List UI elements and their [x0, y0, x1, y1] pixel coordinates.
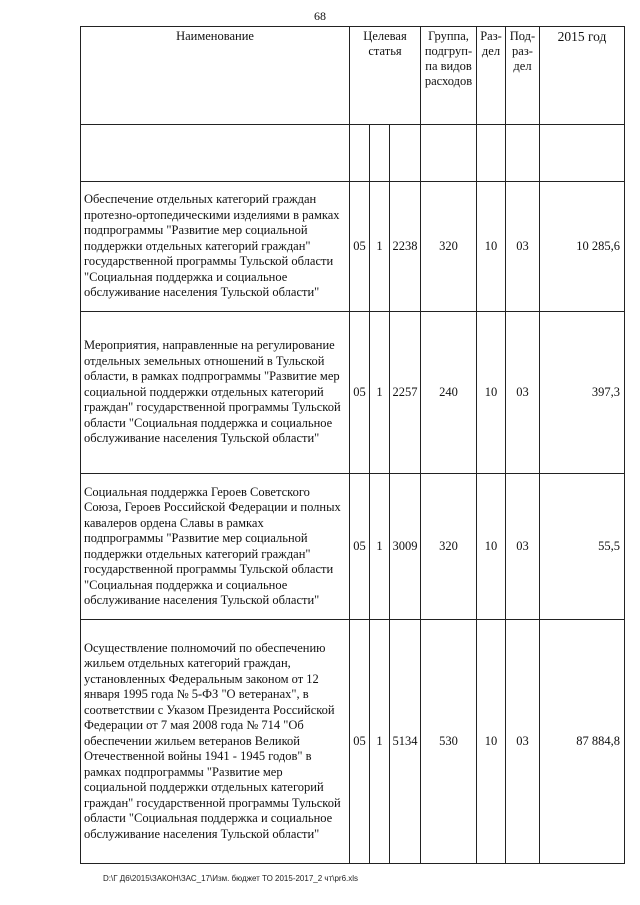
header-section: Раз-дел: [477, 27, 506, 125]
row-article-subprogram: 1: [370, 312, 390, 474]
page-number: 68: [314, 9, 326, 23]
row-amount: 10 285,6: [540, 182, 625, 312]
row-article-subprogram: 1: [370, 474, 390, 620]
header-row: [81, 27, 625, 125]
row-subsection: 03: [506, 312, 540, 474]
row-article-code: 5134: [390, 620, 421, 864]
row-name: Осуществление полномочий по обеспечению жильем отдельных категорий граждан, установленных Федеральным законом от 12 января 1995 года № 5-ФЗ "О ветеранах", в соответствии с Указом Президента Российской Федерации от 7 мая 2008 года № 714 "Об обеспечении жильем ветеранов Великой Отечественной войны 1941 - 1945 годов" в рамках подпрограммы "Развитие мер социальной поддержки отдельных категорий граждан" государственной программы Тульской области "Социальная поддержка и социальное обслуживание населения Тульской области": [81, 620, 350, 864]
row-expense-group: 530: [421, 620, 477, 864]
row-expense-group: 320: [421, 182, 477, 312]
row-section: 10: [477, 620, 506, 864]
row-name: Обеспечение отдельных категорий граждан протезно-ортопедическими изделиями в рамках подпрограммы "Развитие мер социальной поддержки отдельных категорий граждан" государственной программы Тульской области "Социальная поддержка и социальное обслуживание населения Тульской области": [81, 182, 350, 312]
table-row: [81, 312, 625, 474]
row-expense-group: 240: [421, 312, 477, 474]
row-amount: 87 884,8: [540, 620, 625, 864]
row-amount: 397,3: [540, 312, 625, 474]
row-subsection: 03: [506, 474, 540, 620]
row-article-code: 2238: [390, 182, 421, 312]
row-article-program: 05: [350, 474, 370, 620]
header-target-article: Целевая статья: [350, 27, 421, 125]
row-article-subprogram: 1: [370, 620, 390, 864]
row-article-code: 2257: [390, 312, 421, 474]
spacer-row: [81, 125, 625, 182]
table-row: [81, 620, 625, 864]
table-row: [81, 474, 625, 620]
table-row: [81, 182, 625, 312]
row-expense-group: 320: [421, 474, 477, 620]
row-amount: 55,5: [540, 474, 625, 620]
row-section: 10: [477, 312, 506, 474]
row-article-subprogram: 1: [370, 182, 390, 312]
row-section: 10: [477, 182, 506, 312]
row-subsection: 03: [506, 620, 540, 864]
file-path-footer: D:\Г Д6\2015\ЗАКОН\ЗАС_17\Изм. бюджет ТО 2015-2017_2 чт\pr6.xls: [103, 874, 359, 883]
row-article-program: 05: [350, 620, 370, 864]
header-subsection: Под-раз-дел: [506, 27, 540, 125]
header-name: Наименование: [81, 27, 350, 125]
budget-table: [80, 26, 625, 864]
row-article-code: 3009: [390, 474, 421, 620]
header-group: Группа, подгруп-па видов расходов: [421, 27, 477, 125]
row-article-program: 05: [350, 182, 370, 312]
header-year: 2015 год: [540, 27, 625, 125]
row-subsection: 03: [506, 182, 540, 312]
row-name: Мероприятия, направленные на регулирование отдельных земельных отношений в Тульской области, в рамках подпрограммы "Развитие мер социальной поддержки отдельных категорий граждан" государственной программы Тульской области "Социальная поддержка и социальное обслуживание населения Тульской области": [81, 312, 350, 474]
row-name: Социальная поддержка Героев Советского Союза, Героев Российской Федерации и полных кавалеров ордена Славы в рамках подпрограммы "Развитие мер социальной поддержки отдельных категорий граждан" государственной программы Тульской области "Социальная поддержка и социальное обслуживание населения Тульской области": [81, 474, 350, 620]
row-section: 10: [477, 474, 506, 620]
row-article-program: 05: [350, 312, 370, 474]
